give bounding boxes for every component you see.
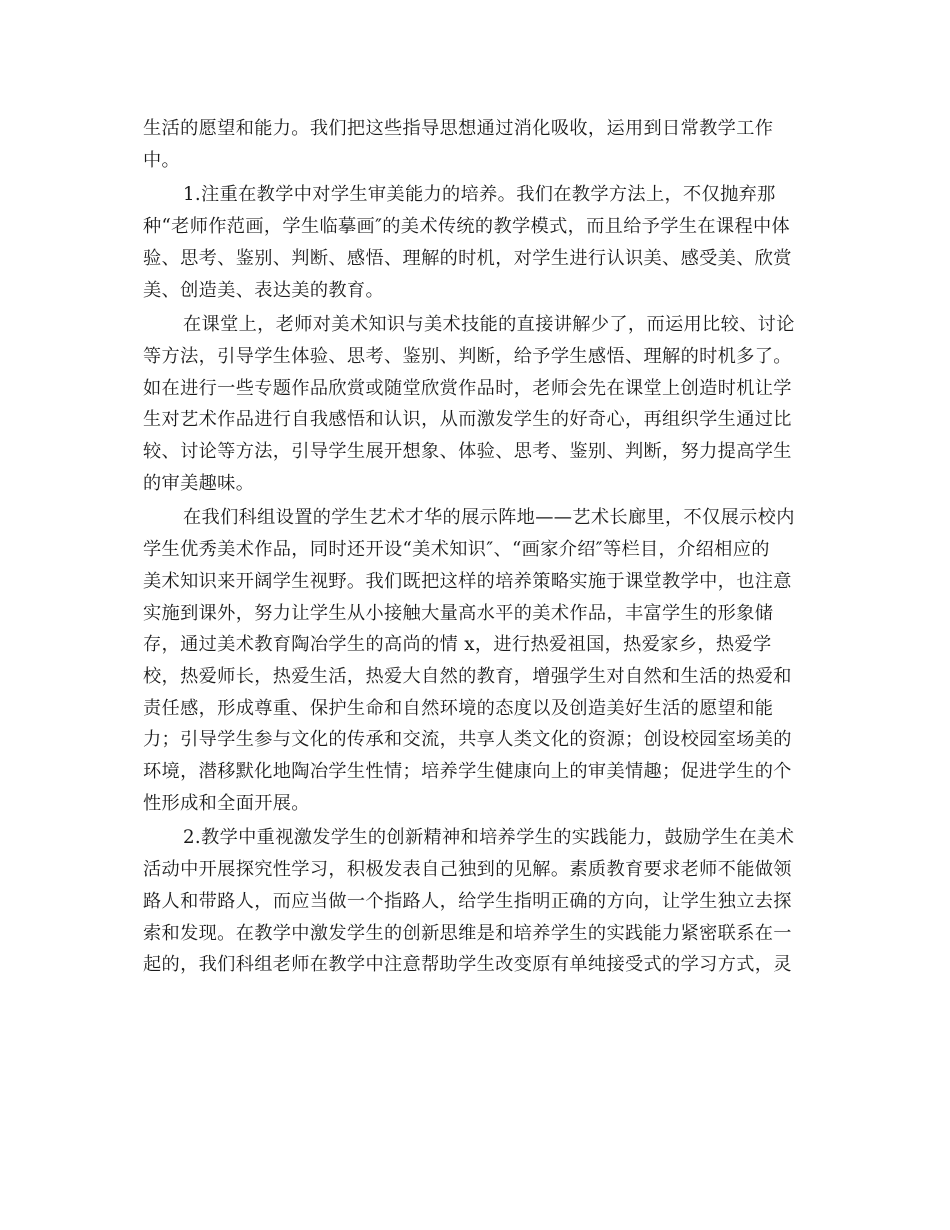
text-line: 生对艺术作品进行自我感悟和认识，从而激发学生的好奇心，再组织学生通过比 bbox=[143, 409, 792, 431]
text-line: 种“老师作范画，学生临摹画″的美术传统的教学模式，而且给予学生在课程中体 bbox=[143, 216, 791, 238]
text-line: 存，通过美术教育陶冶学生的高尚的情 x，进行热爱祖国，热爱家乡，热爱学 bbox=[143, 634, 772, 656]
paragraph-point-1 bbox=[143, 179, 811, 306]
text-line: 索和发现。在教学中激发学生的创新思维是和培养学生的实践能力紧密联系在一 bbox=[143, 922, 792, 944]
text-line: 环境，潜移默化地陶冶学生性情；培养学生健康向上的审美情趣；促进学生的个 bbox=[143, 761, 792, 783]
text-line: 性形成和全面开展。 bbox=[143, 792, 310, 814]
paragraph-classroom bbox=[143, 309, 811, 499]
text-line: 较、讨论等方法，引导学生展开想象、体验、思考、鉴别、判断，努力提高学生 bbox=[143, 441, 792, 463]
text-line: 起的，我们科组老师在教学中注意帮助学生改变原有单纯接受式的学习方式，灵 bbox=[143, 954, 792, 976]
text-line: 实施到课外，努力让学生从小接触大量高水平的美术作品，丰富学生的形象储 bbox=[143, 602, 774, 624]
text-line: 美、创造美、表达美的教育。 bbox=[143, 279, 384, 301]
text-line: 在我们科组设置的学生艺术才华的展示阵地——艺术长廊里，不仅展示校内 bbox=[183, 507, 795, 529]
text-line: 学生优秀美术作品，同时还开设“美术知识″、“画家介绍″等栏目，介绍相应的 bbox=[143, 539, 770, 561]
text-line: 活动中开展探究性学习，积极发表自己独到的见解。素质教育要求老师不能做领 bbox=[143, 859, 792, 881]
text-line: 如在进行一些专题作品欣赏或随堂欣赏作品时，老师会先在课堂上创造时机让学 bbox=[143, 377, 792, 399]
text-line: 美术知识来开阔学生视野。我们既把这样的培养策略实施于课堂教学中，也注意 bbox=[143, 570, 792, 592]
text-line: 责任感，形成尊重、保护生命和自然环境的态度以及创造美好生活的愿望和能 bbox=[143, 697, 774, 719]
text-line: 等方法，引导学生体验、思考、鉴别、判断，给予学生感悟、理解的时机多了。 bbox=[143, 345, 792, 367]
document-page bbox=[143, 113, 811, 981]
text-line: 路人和带路人，而应当做一个指路人，给学生指明正确的方向，让学生独立去探 bbox=[143, 890, 792, 912]
text-line: 验、思考、鉴别、判断、感悟、理解的时机，对学生进行认识美、感受美、欣赏 bbox=[143, 247, 792, 269]
text-line: 力；引导学生参与文化的传承和交流，共享人类文化的资源；创设校园室场美的 bbox=[143, 729, 792, 751]
text-line: 生活的愿望和能力。我们把这些指导思想通过消化吸收，运用到日常教学工作 bbox=[143, 118, 774, 139]
text-line: 在课堂上，老师对美术知识与美术技能的直接讲解少了，而运用比较、讨论 bbox=[183, 314, 795, 336]
text-line: 的审美趣味。 bbox=[143, 472, 255, 494]
paragraph-art-gallery bbox=[143, 502, 811, 819]
text-line: 2.教学中重视激发学生的创新精神和培养学生的实践能力，鼓励学生在美术 bbox=[183, 827, 795, 849]
paragraph-intro-tail bbox=[143, 113, 811, 176]
paragraph-point-2 bbox=[143, 822, 811, 981]
text-line: 1.注重在教学中对学生审美能力的培养。我们在教学方法上，不仅抛弃那 bbox=[183, 184, 776, 206]
text-line: 中。 bbox=[143, 149, 181, 171]
text-line: 校，热爱师长，热爱生活，热爱大自然的教育，增强学生对自然和生活的热爱和 bbox=[143, 665, 792, 687]
